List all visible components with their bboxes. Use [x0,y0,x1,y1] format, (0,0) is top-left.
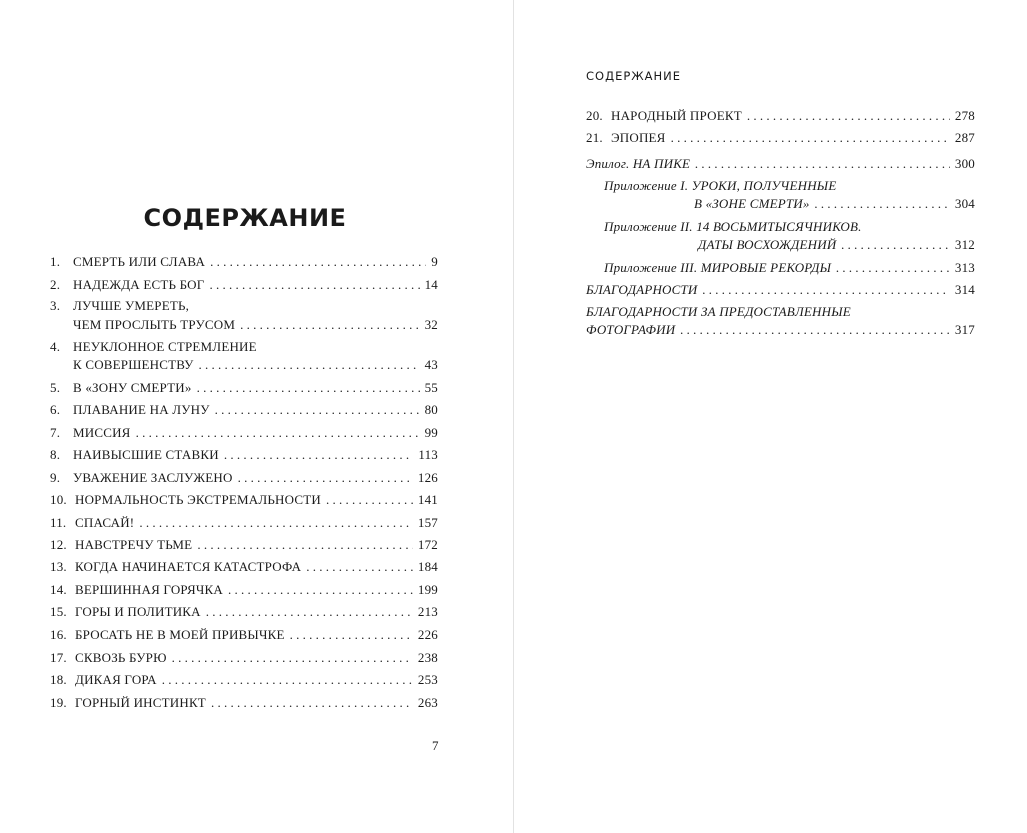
toc-entry-appendix-2[interactable] [698,237,975,253]
toc-entry-page: 80 [424,402,438,417]
toc-entry-title: НАРОДНЫЙ ПРОЕКТ [611,108,742,123]
toc-leader-dots [172,650,413,666]
toc-entry-page: 126 [417,470,438,485]
toc-entry-title: ФОТОГРАФИИ [586,322,676,337]
toc-entry-page: 55 [424,380,438,395]
toc-entry[interactable] [50,492,438,508]
toc-leader-dots [210,277,420,293]
toc-entry-page: 312 [954,237,975,252]
toc-entry[interactable] [50,277,438,293]
toc-entry[interactable] [50,447,438,463]
toc-entry-page: 226 [417,627,438,642]
toc-entry-title: СМЕРТЬ ИЛИ СЛАВА [73,254,206,269]
toc-leader-dots [136,425,420,441]
toc-leader-dots [747,108,950,124]
toc-entry[interactable] [73,357,438,373]
toc-entry-number: 21. [586,130,603,145]
toc-leader-dots [139,515,413,531]
toc-entry-title: НАВСТРЕЧУ ТЬМЕ [75,537,193,552]
toc-entry[interactable] [50,650,438,666]
toc-leader-dots [215,402,420,418]
toc-entry-page: 314 [954,282,975,297]
toc-entry[interactable] [50,515,438,531]
toc-entry-title-line1: ЛУЧШЕ УМЕРЕТЬ, [73,298,190,313]
toc-entry-title: БЛАГОДАРНОСТИ [586,282,698,297]
toc-entry-number: 11. [50,515,67,530]
toc-leader-dots [306,559,413,575]
toc-entry[interactable] [50,604,438,620]
toc-entry-title: ЧЕМ ПРОСЛЫТЬ ТРУСОМ [73,317,236,332]
toc-leader-dots [162,672,413,688]
toc-entry-title: НОРМАЛЬНОСТЬ ЭКСТРЕМАЛЬНОСТИ [75,492,321,507]
toc-entry-page: 113 [418,447,438,462]
toc-entry-page: 14 [424,277,438,292]
toc-entry-page: 278 [954,108,975,123]
toc-entry-page: 317 [954,322,975,337]
toc-leader-dots [841,237,949,253]
toc-leader-dots [680,322,950,338]
toc-entry[interactable] [50,537,438,553]
toc-entry-page: 157 [417,515,438,530]
toc-entry-number: 13. [50,559,67,574]
toc-entry-page: 300 [954,156,975,171]
toc-entry-page: 304 [954,196,975,211]
toc-leader-dots [224,447,414,463]
toc-entry-title: В «ЗОНУ СМЕРТИ» [73,380,192,395]
toc-entry-title-line1: БЛАГОДАРНОСТИ ЗА ПРЕДОСТАВЛЕННЫЕ [586,304,851,319]
toc-leader-dots [197,380,420,396]
toc-entry[interactable] [586,108,975,124]
toc-entry-page: 199 [417,582,438,597]
toc-entry-number: 1. [50,254,61,269]
toc-entry-page: 43 [424,357,438,372]
toc-entry-title: Приложение III. МИРОВЫЕ РЕКОРДЫ [604,260,832,275]
toc-entry-number: 19. [50,695,67,710]
toc-entry-photo-credits[interactable] [586,322,975,338]
toc-entry-appendix-3[interactable] [604,260,975,276]
toc-entry-title: ПЛАВАНИЕ НА ЛУНУ [73,402,210,417]
toc-entry-page: 253 [417,672,438,687]
toc-entry[interactable] [586,130,975,146]
toc-entry-page: 172 [417,537,438,552]
toc-entry[interactable] [50,254,438,270]
toc-entry-title: УВАЖЕНИЕ ЗАСЛУЖЕНО [73,470,233,485]
toc-entry-page: 141 [417,492,438,507]
toc-entry[interactable] [50,470,438,486]
toc-entry-number: 20. [586,108,603,123]
toc-entry-title: В «ЗОНЕ СМЕРТИ» [694,196,810,211]
toc-entry-number: 2. [50,277,61,292]
toc-entry-title: ДАТЫ ВОСХОЖДЕНИЙ [698,237,837,252]
contents-title: СОДЕРЖАНИЕ [143,204,347,232]
toc-entry-title: НАИВЫСШИЕ СТАВКИ [73,447,219,462]
toc-entry[interactable] [50,380,438,396]
toc-entry[interactable] [50,695,438,711]
toc-leader-dots [238,470,413,486]
toc-entry-page: 184 [417,559,438,574]
toc-entry-page: 99 [424,425,438,440]
toc-entry-page: 287 [954,130,975,145]
toc-entry-number: 17. [50,650,67,665]
toc-leader-dots [703,282,950,298]
toc-entry-title: НАДЕЖДА ЕСТЬ БОГ [73,277,205,292]
toc-entry-title: ГОРНЫЙ ИНСТИНКТ [75,695,206,710]
toc-entry[interactable] [50,672,438,688]
left-page [0,0,513,833]
toc-entry-acknowledgements[interactable] [586,282,975,298]
toc-leader-dots [695,156,950,172]
toc-entry[interactable] [73,317,438,333]
toc-leader-dots [836,260,950,276]
toc-entry-number: 5. [50,380,61,395]
toc-leader-dots [199,357,420,373]
toc-leader-dots [326,492,413,508]
toc-entry-page: 313 [954,260,975,275]
toc-entry-epilogue[interactable] [586,156,975,172]
toc-entry-number: 12. [50,537,67,552]
toc-leader-dots [671,130,950,146]
toc-entry-title: СКВОЗЬ БУРЮ [75,650,167,665]
toc-entry-number: 10. [50,492,67,507]
toc-leader-dots [197,537,413,553]
toc-entry-page: 213 [417,604,438,619]
toc-entry-page: 32 [424,317,438,332]
toc-entry[interactable] [50,627,438,643]
toc-entry[interactable] [50,425,438,441]
running-head: СОДЕРЖАНИЕ [586,69,682,83]
toc-entry-title: МИССИЯ [73,425,131,440]
toc-entry-number: 9. [50,470,61,485]
toc-entry-page: 238 [417,650,438,665]
toc-entry-number: 7. [50,425,61,440]
toc-entry-title: Эпилог. НА ПИКЕ [586,156,691,171]
toc-leader-dots [211,695,413,711]
toc-entry-number: 14. [50,582,67,597]
toc-entry-title-line1: НЕУКЛОННОЕ СТРЕМЛЕНИЕ [73,339,257,354]
toc-leader-dots [290,627,413,643]
toc-entry[interactable] [50,582,438,598]
toc-entry-title: СПАСАЙ! [75,515,135,530]
toc-leader-dots [228,582,413,598]
toc-entry-number: 4. [50,339,61,354]
toc-entry-number: 3. [50,298,61,313]
toc-entry-title-line1: Приложение II. 14 ВОСЬМИТЫСЯЧНИКОВ. [604,219,862,234]
toc-leader-dots [240,317,419,333]
toc-entry-page: 9 [431,254,438,269]
toc-entry-number: 8. [50,447,61,462]
toc-entry-number: 15. [50,604,67,619]
right-page [514,0,1027,833]
toc-entry-number: 18. [50,672,67,687]
toc-entry-title: ВЕРШИННАЯ ГОРЯЧКА [75,582,223,597]
toc-leader-dots [815,196,950,212]
toc-leader-dots [206,604,413,620]
toc-entry-title: КОГДА НАЧИНАЕТСЯ КАТАСТРОФА [75,559,302,574]
toc-entry-title: БРОСАТЬ НЕ В МОЕЙ ПРИВЫЧКЕ [75,627,285,642]
toc-entry-number: 16. [50,627,67,642]
toc-entry[interactable] [50,402,438,418]
toc-entry-page: 263 [417,695,438,710]
toc-entry-appendix-1[interactable] [694,196,975,212]
toc-entry[interactable] [50,559,438,575]
toc-entry-title-line1: Приложение I. УРОКИ, ПОЛУЧЕННЫЕ [604,178,837,193]
toc-entry-title: ГОРЫ И ПОЛИТИКА [75,604,201,619]
page-number: 7 [432,738,439,753]
toc-leader-dots [210,254,426,270]
toc-entry-number: 6. [50,402,61,417]
toc-entry-title: ДИКАЯ ГОРА [75,672,157,687]
toc-entry-title: ЭПОПЕЯ [611,130,666,145]
toc-entry-title: К СОВЕРШЕНСТВУ [73,357,194,372]
